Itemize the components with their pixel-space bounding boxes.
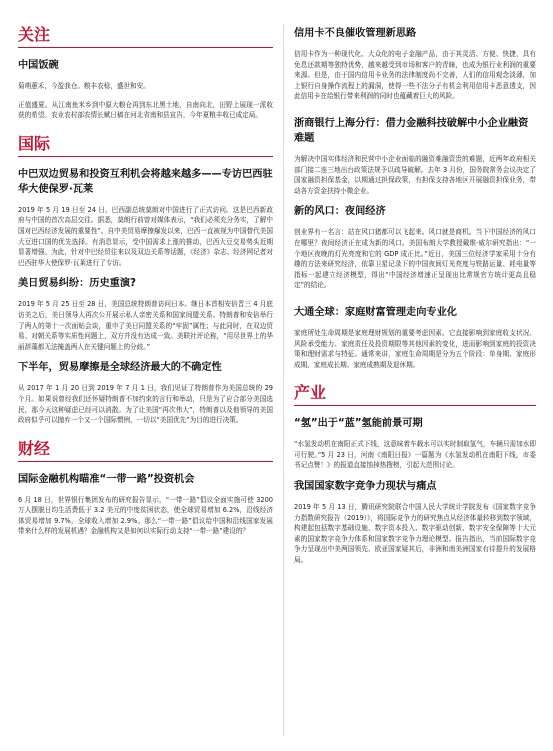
section-divider (294, 405, 536, 406)
right-column (294, 26, 536, 574)
article-summary: 从 2017 年 1 月 20 日到 2019 年 7 月 1 日，我们见证了特朗普作为美国总统的 29 个月。如果说曾经我们还怀疑特朗普不加约束的言行和举动，只是为了应合部分美国选民，那今天这种疑虑已经可以消散。为了让美国“再次伟大”，特朗普以及他领导的美国政府似乎可以抛弃一个又一个国际惯例，一切以“美国优先”为目的进行决策。 (18, 384, 273, 425)
article-title[interactable]: 新的风口：夜间经济 (294, 206, 386, 218)
section-divider (18, 47, 273, 48)
article-summary: 为解决中国实体经济和民营中小企业面临的融资难融资贵的难题，近两年政府相关部门接二连三地出台政策法规予以疏导破解。去年 3 月份，国务院常务会议决定了国家融资担保基金，以期通过担保政策，有担保支持各地区开展融资担保业务，带动各方资金扶持小微企业。 (294, 154, 536, 195)
section-title-finance: 财经 (18, 438, 51, 458)
article-title[interactable]: 浙商银行上海分行：借力金融科技破解中小企业融资难题 (294, 117, 529, 144)
column-divider (283, 24, 284, 736)
article-summary: 创业界有一名言：站在风口猪都可以飞起来。风口就是商机。当下中国经济的风口在哪里？夜间经济正在成为新的风口。美国布朗大学教授戴维·威尔研究指出：“一个地区夜晚的灯光亮度和它的 GDP 成正比。”近日，美国三位经济学家采用十分有趣的方法来研究经济，依靠卫星记录下的中国夜间灯光亮度与铁路运量、耗电量等指标一起建立经济模型，得出“中国经济增速正呈现出比常规官方统计更高且稳定”的结论。 (294, 228, 536, 290)
article-summary: 家庭所处生命周期是家庭理财规划的重要考虑因素。它直接影响到家庭收支状况、风险承受能力、家庭责任及投资期限等其他因素的变化，进而影响到家庭的投资决策和理财需求与特征。通常来讲，家庭生命周期是分为五个阶段：单身期、家庭形成期、家庭成长期、家庭成熟期及退休期。 (294, 328, 536, 369)
section-divider (18, 156, 273, 157)
article-title[interactable]: 大通全球：家庭财富管理走向专业化 (294, 306, 457, 318)
article-summary: 菊萌蕙禾，今盈我仓。粮丰农稔，盛世和安。 (18, 82, 150, 90)
article-title[interactable]: “氢”出于“蓝”氢能前景可期 (294, 418, 423, 430)
article-title[interactable]: 我国国家数字竞争力现状与痛点 (294, 481, 437, 493)
section-divider (18, 461, 273, 462)
article-title[interactable]: 中国饭碗 (18, 60, 59, 71)
section-title-focus: 关注 (18, 25, 51, 44)
article-title[interactable]: 美日贸易纠纷：历史重演? (18, 278, 136, 290)
article-summary: 6 月 18 日，世界银行集团发布的研究报告显示，“一带一路”倡议全面实施可使 3200 万人摆脱日均生活费低于 3.2 美元的中度贫困状态，使全球贸易增加 6.2%，沿线经济体贸易增加 9.7%，全球收入增加 2.9%。那么“一带一路”倡议给中国和沿线国家发展带来什么样的发展机遇？金融机构又是如何以实际行动支持“一带一路”建设的？ (18, 495, 273, 536)
article-summary: 2019 年 5 月 19 日至 24 日，巴西副总统莫朗对中国进行了正式访问。这是巴西新政府与中国的首次高层交往。据悉，莫朗行前曾对媒体表示，“我们必须充分务实，了解中国对巴西经济发展的重要性”。自中美贸易摩擦爆发以来，巴西一直被视为中国替代美国大豆进口国的优先选择。有消息显示，受中国需求上涨的推动，巴西大豆交易势头近期显著增强。为此，针对中巴经贸往来以及双边关系等话题，《经济》杂志、经济网记者对巴西驻华大使保罗·瓦莱进行了专访。 (18, 205, 273, 267)
article-summary: 2019 年 5 月 13 日，腾讯研究院联合中国人民大学统计学院发布《国家数字竞争力指数研究报告（2019）》，将国际竞争力的研究焦点从经济体量转移到数字领域，构建起包括数字基础设施、数字资本投入、数字驱动创新、数字安全保障等十大元素的国家数字竞争力体系和国家数字竞争力理论模型。报告指出，当前国际数字竞争力呈现出中美两国领先、欧亚国家疑其后，非洲和南美洲国家有待提升的发展格局。 (294, 503, 536, 565)
section-title-industry: 产业 (294, 383, 327, 403)
article-summary: “水氢发动机在南阳正式下线，这意味着车载水可以实时制取氢气，车辆只需加水即可行驶。”5 月 23 日，河南《南阳日报》一篇题为《水氢发动机在南阳下线，市委书记点赞！》的报道直接蚀掉热搜榜，引起大范围讨论。 (294, 440, 536, 470)
article-title[interactable]: 信用卡不良催收管理新思路 (294, 28, 417, 39)
article-summary: 正值盛夏。从江南鱼米乡到中原大粮仓再到东北黑土地，自南向北，田野上展现一派收获的希望。农业农村部农情长赋日稿在河北省南和县宣告，今年夏粮丰收已成定局。 (18, 100, 273, 120)
article-summary: 2019 年 5 月 25 日至 28 日，美国总统特朗普访问日本。继日本首相安倍晋三 4 月底访美之后，美日领导人再次公开展示私人亲密关系和国家间盟关系。特朗普和安倍举行了两人的第十一次面贴会谈，重申了美日同盟关系的“牢固”属性；与此同时，在双边贸易、对朝关系等实质性问题上，双方并没有达成一致。美联社评论称，“用尽世界上的华丽辞藻都无法掩盖两人在关键问题上的分歧。” (18, 300, 273, 351)
article-summary: 信用卡作为一种现代化、大众化的电子金融产品，由于其灵活、方便、快捷，具有免息还款期等独特优势，越来越受到市场和客户的青睐，也成为银行业利润的重要来源。但是，由于国内信用卡业务的法律制度尚不完善，人们的信用观念淡薄，加上银行自身操作流程上的漏洞，使得一些不法分子有机会利用信用卡恶意透支，因此信用卡在给银行带来利润的同时也蕴藏着巨大的风险。 (294, 50, 536, 101)
article-title[interactable]: 下半年，贸易摩擦是全球经济最大的不确定性 (18, 362, 222, 374)
article-title[interactable]: 国际金融机构瞄准“一带一路”投资机会 (18, 473, 195, 485)
article-title[interactable]: 中巴双边贸易和投资互利机会将越来越多——专访巴西驻华大使保罗·瓦莱 (18, 168, 273, 195)
section-title-international: 国际 (18, 133, 51, 153)
left-column (18, 26, 273, 545)
